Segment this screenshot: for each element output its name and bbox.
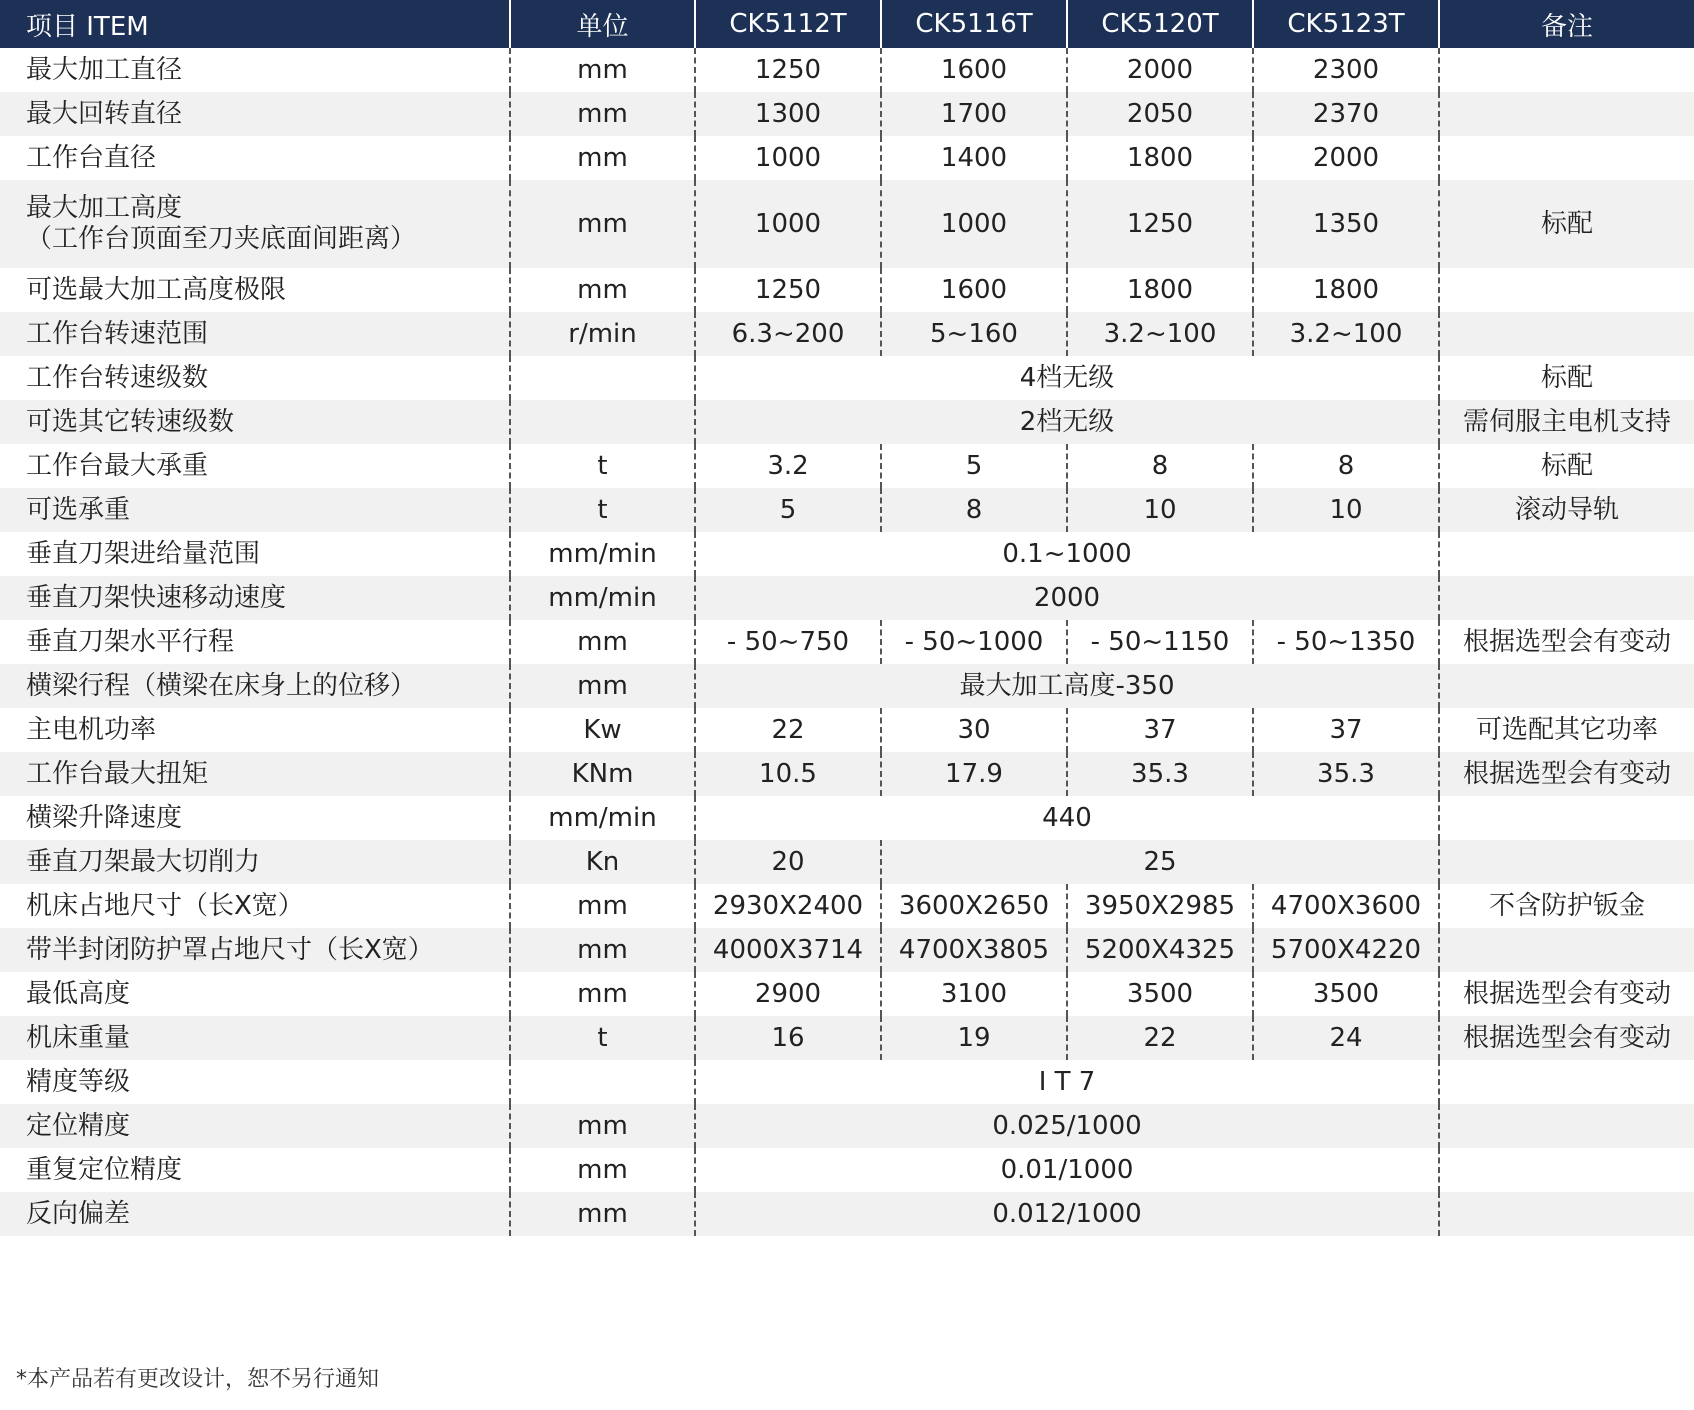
unit-cell: Kn <box>510 840 695 884</box>
item-label: 工作台直径 <box>26 142 157 173</box>
value-cell: 4700X3600 <box>1253 884 1439 928</box>
note-cell: 根据选型会有变动 <box>1439 972 1694 1016</box>
value-cell: 37 <box>1067 708 1253 752</box>
value-cell: 4000X3714 <box>695 928 881 972</box>
table-row <box>0 268 1694 312</box>
value-cell: 10 <box>1253 488 1439 532</box>
note-cell: 标配 <box>1439 180 1694 268</box>
unit-cell: mm/min <box>510 532 695 576</box>
table-row <box>0 796 1694 840</box>
value-cell: 3.2~100 <box>1253 312 1439 356</box>
item-cell <box>0 752 510 796</box>
spec-table-body <box>0 48 1694 1236</box>
item-cell <box>0 576 510 620</box>
item-label: 垂直刀架水平行程 <box>26 626 235 657</box>
table-row <box>0 928 1694 972</box>
item-cell <box>0 796 510 840</box>
item-label: 机床占地尺寸（长X宽） <box>26 890 304 921</box>
value-cell: 5200X4325 <box>1067 928 1253 972</box>
item-label: 工作台最大扭矩 <box>26 758 209 789</box>
item-cell <box>0 1060 510 1104</box>
note-cell: 可选配其它功率 <box>1439 708 1694 752</box>
note-cell <box>1439 1104 1694 1148</box>
note-cell: 根据选型会有变动 <box>1439 752 1694 796</box>
item-label: 主电机功率 <box>26 714 157 745</box>
item-cell <box>0 268 510 312</box>
value-cell: 1000 <box>881 180 1067 268</box>
unit-cell: mm <box>510 1104 695 1148</box>
item-cell <box>0 312 510 356</box>
unit-cell: Kw <box>510 708 695 752</box>
item-label: 最大回转直径 <box>26 98 183 129</box>
item-cell <box>0 1148 510 1192</box>
value-cell: 0.025/1000 <box>695 1104 1439 1148</box>
value-cell: 17.9 <box>881 752 1067 796</box>
value-cell: 1800 <box>1253 268 1439 312</box>
unit-cell: t <box>510 488 695 532</box>
unit-cell: mm <box>510 1148 695 1192</box>
value-cell: 22 <box>695 708 881 752</box>
value-cell: 16 <box>695 1016 881 1060</box>
unit-cell <box>510 356 695 400</box>
table-row <box>0 708 1694 752</box>
header-model-ck5116t: CK5116T <box>881 0 1067 48</box>
value-cell: 37 <box>1253 708 1439 752</box>
header-row <box>0 0 1694 48</box>
value-cell: 2930X2400 <box>695 884 881 928</box>
value-cell: 0.01/1000 <box>695 1148 1439 1192</box>
item-cell <box>0 1192 510 1236</box>
item-label: 最大加工直径 <box>26 54 183 85</box>
value-cell: 30 <box>881 708 1067 752</box>
value-cell: 440 <box>695 796 1439 840</box>
note-cell <box>1439 92 1694 136</box>
item-label: 垂直刀架最大切削力 <box>26 846 261 877</box>
table-row <box>0 972 1694 1016</box>
value-cell: 25 <box>881 840 1439 884</box>
value-cell: 1000 <box>695 136 881 180</box>
value-cell: 3500 <box>1253 972 1439 1016</box>
note-cell: 滚动导轨 <box>1439 488 1694 532</box>
value-cell: 2370 <box>1253 92 1439 136</box>
item-label: 工作台转速范围 <box>26 318 209 349</box>
table-row <box>0 92 1694 136</box>
table-row <box>0 400 1694 444</box>
item-label: 可选其它转速级数 <box>26 406 235 437</box>
table-row <box>0 180 1694 268</box>
item-cell <box>0 972 510 1016</box>
item-label: 工作台转速级数 <box>26 362 209 393</box>
item-label: 横梁行程（横梁在床身上的位移） <box>26 670 417 701</box>
value-cell: 2000 <box>695 576 1439 620</box>
note-cell: 不含防护钣金 <box>1439 884 1694 928</box>
value-cell: 1800 <box>1067 268 1253 312</box>
table-row <box>0 840 1694 884</box>
note-cell <box>1439 840 1694 884</box>
item-cell <box>0 884 510 928</box>
item-label: 带半封闭防护罩占地尺寸（长X宽） <box>26 934 434 965</box>
value-cell: 0.012/1000 <box>695 1192 1439 1236</box>
unit-cell: r/min <box>510 312 695 356</box>
value-cell: 1250 <box>1067 180 1253 268</box>
value-cell: 1000 <box>695 180 881 268</box>
item-label: 垂直刀架快速移动速度 <box>26 582 287 613</box>
table-row <box>0 356 1694 400</box>
table-row <box>0 1148 1694 1192</box>
value-cell: 最大加工高度-350 <box>695 664 1439 708</box>
table-row <box>0 488 1694 532</box>
note-cell: 标配 <box>1439 444 1694 488</box>
value-cell: 1400 <box>881 136 1067 180</box>
value-cell: 4700X3805 <box>881 928 1067 972</box>
header-model-ck5112t: CK5112T <box>695 0 881 48</box>
value-cell: 3600X2650 <box>881 884 1067 928</box>
table-row <box>0 752 1694 796</box>
value-cell: 3950X2985 <box>1067 884 1253 928</box>
value-cell: 2000 <box>1067 48 1253 92</box>
value-cell: 10 <box>1067 488 1253 532</box>
table-row <box>0 48 1694 92</box>
header-item: 项目 ITEM <box>0 0 510 48</box>
table-row <box>0 884 1694 928</box>
value-cell: - 50~1000 <box>881 620 1067 664</box>
unit-cell: mm <box>510 620 695 664</box>
footnote: *本产品若有更改设计，恕不另行通知 <box>16 1367 380 1392</box>
item-label: 可选最大加工高度极限 <box>26 274 287 305</box>
table-row <box>0 532 1694 576</box>
unit-cell: mm <box>510 180 695 268</box>
value-cell: - 50~1350 <box>1253 620 1439 664</box>
table-row <box>0 1060 1694 1104</box>
value-cell: 35.3 <box>1067 752 1253 796</box>
value-cell: 19 <box>881 1016 1067 1060</box>
unit-cell: t <box>510 1016 695 1060</box>
item-cell <box>0 1016 510 1060</box>
item-label: （工作台顶面至刀夹底面间距离） <box>26 224 417 254</box>
unit-cell: mm <box>510 136 695 180</box>
value-cell: 10.5 <box>695 752 881 796</box>
item-cell <box>0 92 510 136</box>
unit-cell: mm <box>510 1192 695 1236</box>
item-label: 反向偏差 <box>26 1198 131 1229</box>
value-cell: - 50~1150 <box>1067 620 1253 664</box>
value-cell: 8 <box>1067 444 1253 488</box>
table-row <box>0 576 1694 620</box>
note-cell <box>1439 1148 1694 1192</box>
value-cell: 24 <box>1253 1016 1439 1060</box>
value-cell: 1300 <box>695 92 881 136</box>
unit-cell: mm <box>510 48 695 92</box>
item-cell <box>0 48 510 92</box>
value-cell: 2900 <box>695 972 881 1016</box>
note-cell: 标配 <box>1439 356 1694 400</box>
table-row <box>0 444 1694 488</box>
note-cell <box>1439 796 1694 840</box>
value-cell: 3.2 <box>695 444 881 488</box>
item-label: 横梁升降速度 <box>26 802 183 833</box>
value-cell: 5~160 <box>881 312 1067 356</box>
item-label: 重复定位精度 <box>26 1154 183 1185</box>
item-label: 精度等级 <box>26 1066 131 1097</box>
value-cell: 2050 <box>1067 92 1253 136</box>
value-cell: I T 7 <box>695 1060 1439 1104</box>
table-row <box>0 312 1694 356</box>
item-cell <box>0 620 510 664</box>
value-cell: 5 <box>695 488 881 532</box>
item-cell <box>0 356 510 400</box>
note-cell <box>1439 312 1694 356</box>
header-model-ck5123t: CK5123T <box>1253 0 1439 48</box>
item-cell <box>0 400 510 444</box>
unit-cell <box>510 400 695 444</box>
item-label: 定位精度 <box>26 1110 131 1141</box>
table-row <box>0 1104 1694 1148</box>
value-cell: 1250 <box>695 48 881 92</box>
value-cell: 8 <box>1253 444 1439 488</box>
table-row <box>0 1192 1694 1236</box>
item-cell <box>0 1104 510 1148</box>
value-cell: 4档无级 <box>695 356 1439 400</box>
note-cell <box>1439 268 1694 312</box>
note-cell <box>1439 136 1694 180</box>
item-cell <box>0 488 510 532</box>
unit-cell: mm <box>510 92 695 136</box>
item-cell <box>0 664 510 708</box>
item-label: 可选承重 <box>26 494 131 525</box>
unit-cell: mm <box>510 884 695 928</box>
note-cell: 根据选型会有变动 <box>1439 620 1694 664</box>
item-cell <box>0 180 510 268</box>
note-cell: 需伺服主电机支持 <box>1439 400 1694 444</box>
value-cell: 2档无级 <box>695 400 1439 444</box>
value-cell: 1600 <box>881 48 1067 92</box>
table-row <box>0 664 1694 708</box>
item-label: 机床重量 <box>26 1022 131 1053</box>
value-cell: 3100 <box>881 972 1067 1016</box>
item-label: 最低高度 <box>26 978 131 1009</box>
item-cell <box>0 444 510 488</box>
value-cell: 8 <box>881 488 1067 532</box>
value-cell: 5 <box>881 444 1067 488</box>
item-label: 工作台最大承重 <box>26 450 209 481</box>
value-cell: 1800 <box>1067 136 1253 180</box>
table-row <box>0 136 1694 180</box>
value-cell: 1600 <box>881 268 1067 312</box>
value-cell: 20 <box>695 840 881 884</box>
value-cell: 1350 <box>1253 180 1439 268</box>
value-cell: 3500 <box>1067 972 1253 1016</box>
note-cell <box>1439 1060 1694 1104</box>
item-cell <box>0 136 510 180</box>
item-label: 最大加工高度 <box>26 193 183 224</box>
item-cell <box>0 928 510 972</box>
note-cell <box>1439 928 1694 972</box>
item-label: 垂直刀架进给量范围 <box>26 538 261 569</box>
value-cell: 5700X4220 <box>1253 928 1439 972</box>
note-cell <box>1439 1192 1694 1236</box>
note-cell <box>1439 576 1694 620</box>
value-cell: 35.3 <box>1253 752 1439 796</box>
value-cell: 1250 <box>695 268 881 312</box>
unit-cell <box>510 1060 695 1104</box>
unit-cell: t <box>510 444 695 488</box>
note-cell <box>1439 664 1694 708</box>
value-cell: 1700 <box>881 92 1067 136</box>
item-cell <box>0 840 510 884</box>
value-cell: 2000 <box>1253 136 1439 180</box>
unit-cell: mm <box>510 664 695 708</box>
value-cell: 6.3~200 <box>695 312 881 356</box>
note-cell <box>1439 48 1694 92</box>
note-cell: 根据选型会有变动 <box>1439 1016 1694 1060</box>
unit-cell: mm <box>510 972 695 1016</box>
item-cell <box>0 708 510 752</box>
value-cell: 3.2~100 <box>1067 312 1253 356</box>
note-cell <box>1439 532 1694 576</box>
unit-cell: mm/min <box>510 576 695 620</box>
value-cell: 0.1~1000 <box>695 532 1439 576</box>
header-model-ck5120t: CK5120T <box>1067 0 1253 48</box>
header-note: 备注 <box>1439 0 1694 48</box>
unit-cell: KNm <box>510 752 695 796</box>
unit-cell: mm/min <box>510 796 695 840</box>
unit-cell: mm <box>510 268 695 312</box>
value-cell: 22 <box>1067 1016 1253 1060</box>
table-row <box>0 1016 1694 1060</box>
value-cell: 2300 <box>1253 48 1439 92</box>
header-unit: 单位 <box>510 0 695 48</box>
item-cell <box>0 532 510 576</box>
value-cell: - 50~750 <box>695 620 881 664</box>
unit-cell: mm <box>510 928 695 972</box>
table-row <box>0 620 1694 664</box>
